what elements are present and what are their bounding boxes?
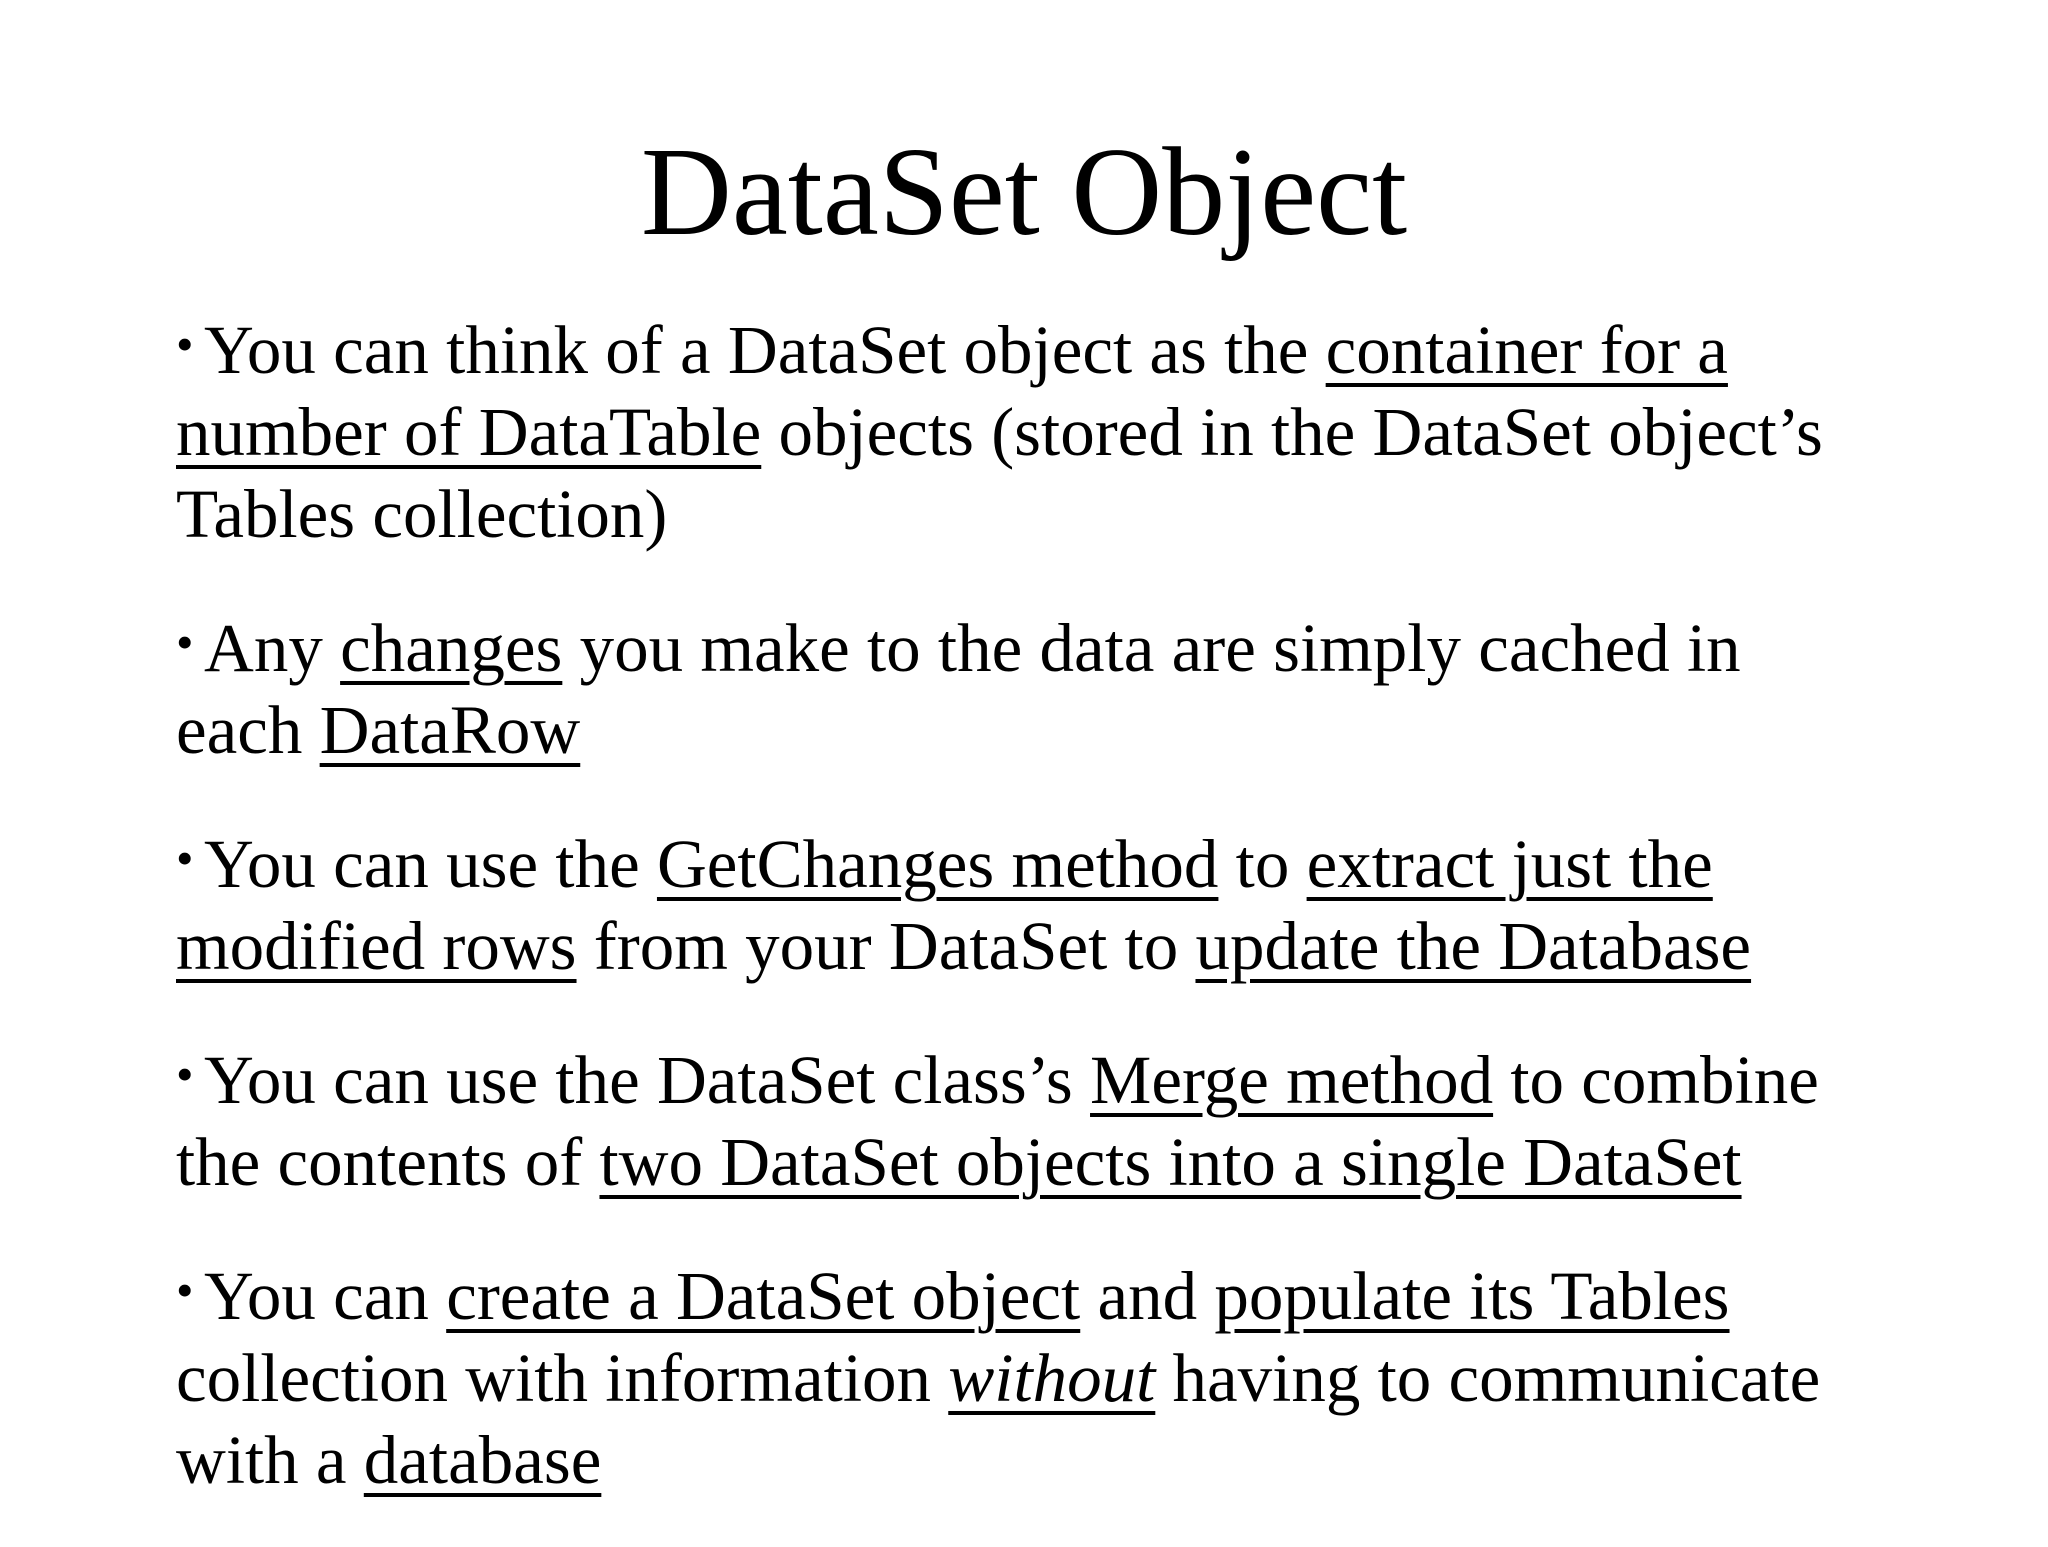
bullet-glyph: • [176, 614, 194, 670]
underlined-text: without [948, 1340, 1156, 1416]
underlined-text: DataRow [319, 692, 581, 768]
underlined-text: create a DataSet object [446, 1258, 1081, 1334]
bullet-glyph: • [176, 830, 194, 886]
bullet-glyph: • [176, 316, 194, 372]
underlined-text: two DataSet objects into a single DataSet [599, 1124, 1742, 1200]
bullet-text: you make to the data are simply cached in each [176, 610, 1741, 768]
bullet-text: You can use the [204, 826, 657, 902]
underlined-text: container for a number of DataTable [176, 312, 1728, 470]
bullet-text: Any [204, 610, 341, 686]
underlined-text: extract just the modified rows [176, 826, 1713, 984]
underlined-text: Merge method [1090, 1042, 1494, 1118]
bullet-text: You can use the DataSet class’s [204, 1042, 1091, 1118]
bullet-text: collection with information [176, 1340, 949, 1416]
bullet-glyph: • [176, 1046, 194, 1102]
bullet-text: You can think of a DataSet object as the [204, 312, 1326, 388]
bullet-text: to combine the contents of [176, 1042, 1819, 1200]
bullet-text: to [1218, 826, 1307, 902]
underlined-text: populate its Tables [1214, 1258, 1730, 1334]
bullet-text: having to communicate with a [176, 1340, 1821, 1498]
underlined-text: database [363, 1422, 602, 1498]
slide-title: DataSet Object [640, 123, 1408, 262]
bullet-text: You can [204, 1258, 447, 1334]
bullet-item [176, 1033, 1876, 1203]
bullet-text: objects (stored in the DataSet object’s Tables collection) [176, 394, 1823, 552]
bullet-text: and [1080, 1258, 1215, 1334]
bullet-glyph: • [176, 1262, 194, 1318]
bullet-item [176, 303, 1876, 555]
bullet-item [176, 1249, 1876, 1501]
bullet-list [176, 303, 1876, 1547]
bullet-item [176, 601, 1876, 771]
bullet-item [176, 817, 1876, 987]
underlined-text: changes [340, 610, 563, 686]
underlined-text: GetChanges method [656, 826, 1219, 902]
bullet-text: from your DataSet to [576, 908, 1196, 984]
underlined-text: update the Database [1195, 908, 1752, 984]
